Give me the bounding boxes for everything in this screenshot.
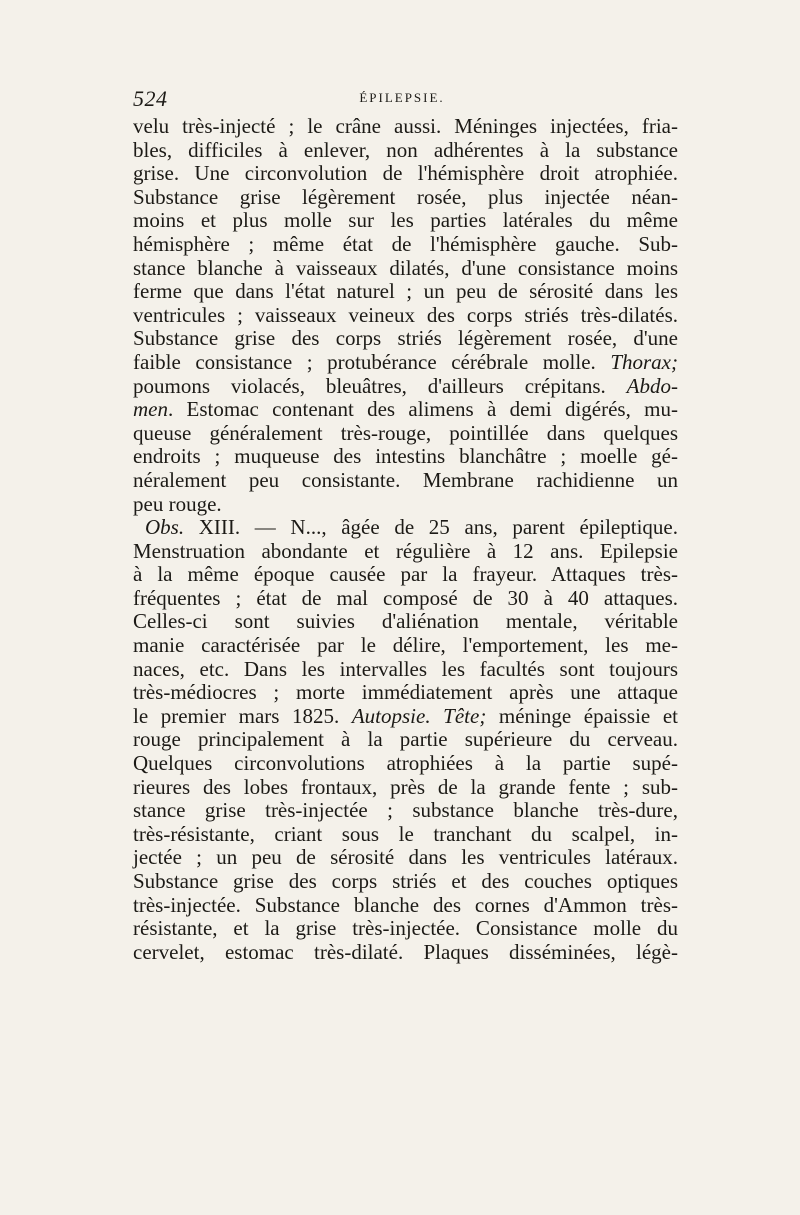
text-line: très-médiocres ; morte immédiatement après une attaque <box>133 680 678 705</box>
text-line: moins et plus molle sur les parties latérales du même <box>133 208 678 233</box>
text-line: hémisphère ; même état de l'hémisphère gauche. Sub- <box>133 231 678 256</box>
text-line: cervelet, estomac très-dilaté. Plaques disséminées, légè- <box>133 939 678 964</box>
text-segment: méninge épaissie et <box>486 703 678 728</box>
text-line: peu rouge. <box>133 491 222 516</box>
text-line: résistante, et la grise très-injectée. Consistance molle du <box>133 916 678 941</box>
text-line: manie caractérisée par le délire, l'emportement, les me- <box>133 633 678 658</box>
italic-autopsie: Autopsie. Tête; <box>351 703 487 728</box>
text-line: stance grise très-injectée ; substance blanche très-dure, <box>133 798 678 823</box>
text-line <box>133 398 678 422</box>
text-segment: poumons violacés, bleuâtres, d'ailleurs crépitans. <box>133 373 627 398</box>
text-line: néralement peu consistante. Membrane rachidienne un <box>133 467 678 492</box>
text-line: à la même époque causée par la frayeur. Attaques très- <box>133 562 678 587</box>
text-line: Substance grise des corps striés et des couches optiques <box>133 869 678 893</box>
text-segment: XIII. — N..., âgée de 25 ans, parent épileptique. <box>184 515 678 540</box>
text-line: Substance grise des corps striés légèrement rosée, d'une <box>133 326 678 351</box>
text-line: ventricules ; vaisseaux veineux des corps striés très-dilatés. <box>133 302 678 327</box>
text-line: fréquentes ; état de mal composé de 30 à 40 attaques. <box>133 585 678 610</box>
running-title: ÉPILEPSIE. <box>359 90 445 105</box>
text-segment: . Estomac contenant des alimens à demi digérés, mu- <box>168 397 678 422</box>
text-line: bles, difficiles à enlever, non adhérentes à la substance <box>133 137 678 162</box>
text-segment: le premier mars 1825. <box>133 703 352 728</box>
text-line: rieures des lobes frontaux, près de la grande fente ; sub- <box>133 774 678 799</box>
text-line: Celles-ci sont suivies d'aliénation mentale, véritable <box>133 609 678 634</box>
italic-abdomen-end: men <box>133 397 168 422</box>
text-line: naces, etc. Dans les intervalles les facultés sont toujours <box>133 656 678 681</box>
text-line: Quelques circonvolutions atrophiées à la partie supé- <box>133 751 678 776</box>
text-line <box>133 516 678 540</box>
text-line: grise. Une circonvolution de l'hémisphère droit atrophiée. <box>133 161 678 186</box>
text-line: queuse généralement très-rouge, pointillée dans quelques <box>133 420 678 445</box>
obs-label: Obs. <box>145 515 185 540</box>
running-head <box>133 86 671 112</box>
text-line: Menstruation abondante et régulière à 12 ans. Epilepsie <box>133 538 678 563</box>
text-line <box>133 351 678 375</box>
page-number: 524 <box>133 86 168 111</box>
text-line: endroits ; muqueuse des intestins blanchâtre ; moelle gé- <box>133 444 678 469</box>
body-text <box>133 115 678 964</box>
text-line: stance blanche à vaisseaux dilatés, d'une consistance moins <box>133 255 678 280</box>
text-line: velu très-injecté ; le crâne aussi. Méninges injectées, fria- <box>133 114 678 138</box>
text-line: très-résistante, criant sous le tranchant du scalpel, in- <box>133 821 678 846</box>
italic-abdomen-start: Abdo- <box>626 373 678 398</box>
text-line: Substance grise légèrement rosée, plus injectée néan- <box>133 184 678 209</box>
text-line: très-injectée. Substance blanche des cornes d'Ammon très- <box>133 892 678 917</box>
text-line <box>133 375 678 399</box>
text-line: jectée ; un peu de sérosité dans les ventricules latéraux. <box>133 845 678 870</box>
italic-thorax: Thorax; <box>610 349 678 374</box>
text-line <box>133 705 678 729</box>
text-segment: faible consistance ; protubérance cérébrale molle. <box>133 349 611 374</box>
text-line: rouge principalement à la partie supérieure du cerveau. <box>133 727 678 752</box>
text-line: ferme que dans l'état naturel ; un peu de sérosité dans les <box>133 279 678 304</box>
